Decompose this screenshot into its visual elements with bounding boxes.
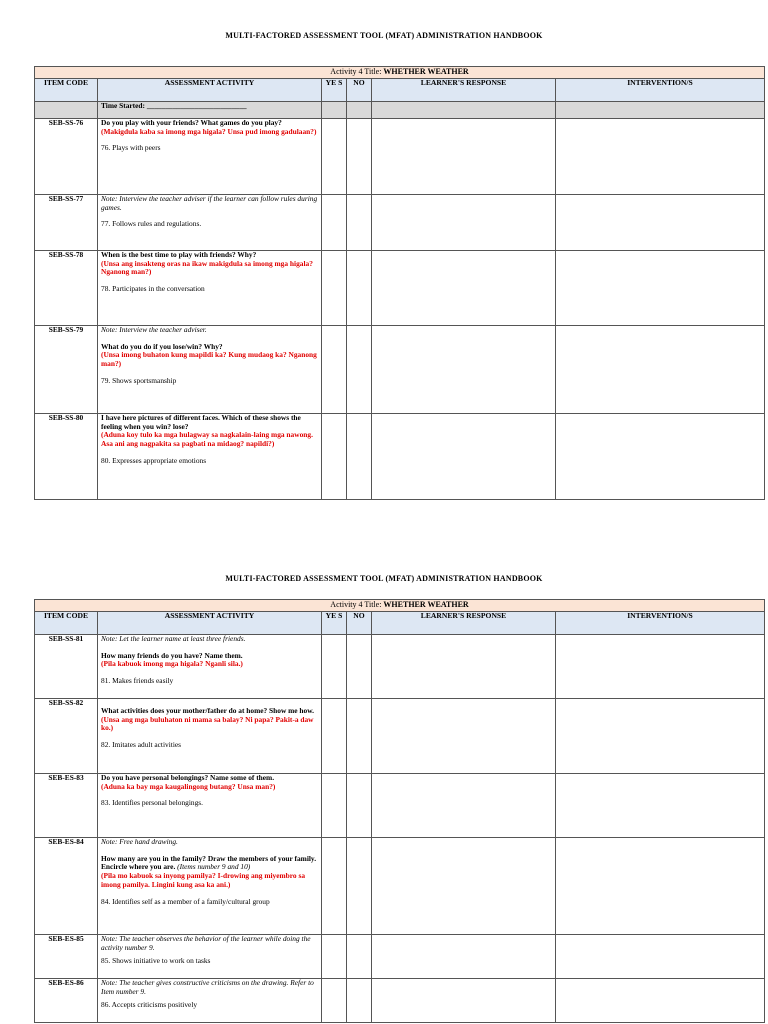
header-assessment-activity: ASSESSMENT ACTIVITY (98, 612, 322, 635)
criterion-text: 82. Imitates adult activities (101, 740, 182, 750)
item-code: SEB-SS-80 (35, 414, 98, 500)
header-learners-response: LEARNER'S RESPONSE (372, 79, 556, 102)
note-text: Note: Free hand drawing. (101, 837, 178, 846)
table-row (35, 195, 765, 251)
activity-cell (98, 979, 322, 1023)
item-code: SEB-SS-76 (35, 119, 98, 195)
no-cell[interactable] (347, 979, 372, 1023)
no-cell[interactable] (347, 119, 372, 195)
assessment-table-2 (34, 599, 765, 1023)
time-started-label: Time Started: ___________________________ (98, 102, 322, 119)
header-yes: YE S (322, 612, 347, 635)
criterion-text: 79. Shows sportsmanship (101, 375, 177, 385)
item-code: SEB-ES-86 (35, 979, 98, 1023)
item-code: SEB-ES-84 (35, 838, 98, 935)
yes-cell[interactable] (322, 838, 347, 935)
translation-text: (Aduna koy tulo ka mga hulagway sa nagkalain-laing mga nawong. Asa ani ang nagpakita sa pagbati na midaog? napildi?) (101, 430, 313, 449)
translation-text: (Makigdula kaba sa imong mga higala? Unsa pud imong gadulaan?) (101, 126, 317, 136)
table-row (35, 838, 765, 935)
yes-cell[interactable] (322, 326, 347, 414)
criterion-text: 83. Identifies personal belongings. (101, 798, 204, 808)
assessment-table-1 (34, 66, 765, 500)
question-text: Do you have personal belongings? Name some of them. (101, 773, 275, 782)
header-row (35, 79, 765, 102)
page-title-2: MULTI-FACTORED ASSESSMENT TOOL (MFAT) ADMINISTRATION HANDBOOK (225, 574, 543, 583)
yes-cell[interactable] (322, 414, 347, 500)
yes-cell[interactable] (322, 979, 347, 1023)
response-cell[interactable] (372, 699, 556, 774)
question-text: How many are you in the family? Draw the members of your family. Encircle where you are. (101, 853, 317, 872)
header-interventions: INTERVENTION/S (556, 79, 765, 102)
header-no: NO (347, 79, 372, 102)
table-row (35, 774, 765, 838)
no-cell[interactable] (347, 195, 372, 251)
note-text: Note: Let the learner name at least three friends. (101, 634, 246, 643)
yes-cell[interactable] (322, 635, 347, 699)
question-text: What activities does your mother/father do at home? Show me how. (101, 706, 315, 715)
response-cell[interactable] (372, 635, 556, 699)
no-cell[interactable] (347, 251, 372, 326)
yes-cell[interactable] (322, 251, 347, 326)
header-assessment-activity: ASSESSMENT ACTIVITY (98, 79, 322, 102)
activity-cell (98, 251, 322, 326)
item-code: SEB-SS-81 (35, 635, 98, 699)
note-text: Note: Interview the teacher adviser if the learner can follow rules during games. (101, 194, 318, 212)
no-cell[interactable] (347, 774, 372, 838)
response-cell[interactable] (372, 414, 556, 500)
translation-text: (Aduna ka bay mga kaugalingong butang? Unsa man?) (101, 781, 276, 791)
intervention-cell[interactable] (556, 414, 765, 500)
yes-cell[interactable] (322, 119, 347, 195)
question-text: When is the best time to play with friends? Why? (101, 250, 257, 259)
activity-cell (98, 935, 322, 979)
question-text: Do you play with your friends? What games do you play? (101, 118, 282, 127)
header-no: NO (347, 612, 372, 635)
activity-prefix: Activity 4 Title: (330, 600, 382, 609)
note-text: Note: Interview the teacher adviser. (101, 325, 207, 334)
no-cell[interactable] (347, 838, 372, 935)
yes-cell[interactable] (322, 774, 347, 838)
intervention-cell[interactable] (556, 979, 765, 1023)
response-cell[interactable] (372, 251, 556, 326)
translation-text: (Pila kabuok imong mga higala? Nganli sila.) (101, 659, 243, 669)
header-item-code: ITEM CODE (35, 612, 98, 635)
time-started-row (35, 102, 765, 119)
activity-cell (98, 774, 322, 838)
response-cell[interactable] (372, 326, 556, 414)
translation-text: (Pila mo kabuok sa inyong pamilya? I-drowing ang miyembro sa imong pamilya. Lingini kung asa ka ani.) (101, 871, 306, 889)
activity-title-row (35, 67, 765, 79)
table-row (35, 414, 765, 500)
no-cell[interactable] (347, 935, 372, 979)
criterion-text: 86. Accepts criticisms positively (101, 1000, 198, 1010)
activity-cell (98, 119, 322, 195)
no-cell[interactable] (347, 414, 372, 500)
yes-cell[interactable] (322, 935, 347, 979)
translation-text: (Unsa imong buhaton kung mapildi ka? Kung mudaog ka? Nganong man?) (101, 350, 317, 369)
table-row (35, 699, 765, 774)
header-interventions: INTERVENTION/S (556, 612, 765, 635)
table-row (35, 979, 765, 1023)
item-code: SEB-SS-78 (35, 251, 98, 326)
note-text: Note: The teacher gives constructive criticisms on the drawing. Refer to Item number 9. (101, 978, 314, 996)
activity-cell (98, 838, 322, 935)
response-cell[interactable] (372, 838, 556, 935)
intervention-cell[interactable] (556, 119, 765, 195)
intervention-cell[interactable] (556, 635, 765, 699)
response-cell[interactable] (372, 119, 556, 195)
activity-cell (98, 699, 322, 774)
translation-text: (Unsa ang mga buluhaton ni mama sa balay? Ni papa? Pakit-a daw ko.) (101, 714, 314, 733)
response-cell[interactable] (372, 774, 556, 838)
intervention-cell[interactable] (556, 774, 765, 838)
criterion-text: 77. Follows rules and regulations. (101, 219, 202, 229)
table-row (35, 326, 765, 414)
item-code: SEB-ES-83 (35, 774, 98, 838)
activity-name: WHETHER WEATHER (383, 600, 469, 609)
question-text: I have here pictures of different faces. Which of these shows the feeling when you win? lose? (101, 413, 301, 431)
response-cell[interactable] (372, 195, 556, 251)
item-code: SEB-SS-82 (35, 699, 98, 774)
activity-cell (98, 195, 322, 251)
table-row (35, 251, 765, 326)
header-row (35, 612, 765, 635)
no-cell[interactable] (347, 326, 372, 414)
intervention-cell[interactable] (556, 326, 765, 414)
page-title-1: MULTI-FACTORED ASSESSMENT TOOL (MFAT) ADMINISTRATION HANDBOOK (225, 31, 543, 40)
question-note: (Items number 9 and 10) (177, 862, 251, 872)
item-code: SEB-SS-77 (35, 195, 98, 251)
translation-text: (Unsa ang insakteng oras na ikaw makigdula sa imong mga higala? Nganong man?) (101, 258, 313, 277)
intervention-cell[interactable] (556, 251, 765, 326)
activity-cell (98, 414, 322, 500)
yes-cell[interactable] (322, 195, 347, 251)
criterion-text: 78. Participates in the conversation (101, 284, 205, 294)
no-cell[interactable] (347, 635, 372, 699)
intervention-cell[interactable] (556, 699, 765, 774)
criterion-text: 80. Expresses appropriate emotions (101, 455, 207, 465)
header-learners-response: LEARNER'S RESPONSE (372, 612, 556, 635)
question-text: How many friends do you have? Name them. (101, 650, 243, 660)
note-text: Note: The teacher observes the behavior of the learner while doing the activity number 9. (101, 934, 311, 952)
table-row (35, 635, 765, 699)
item-code: SEB-SS-79 (35, 326, 98, 414)
response-cell[interactable] (372, 935, 556, 979)
table-row (35, 935, 765, 979)
activity-cell (98, 326, 322, 414)
activity-name: WHETHER WEATHER (383, 67, 469, 76)
header-yes: YE S (322, 79, 347, 102)
activity-title-row (35, 600, 765, 612)
table-row (35, 119, 765, 195)
criterion-text: 84. Identifies self as a member of a family/cultural group (101, 896, 270, 906)
header-item-code: ITEM CODE (35, 79, 98, 102)
yes-cell[interactable] (322, 699, 347, 774)
intervention-cell[interactable] (556, 195, 765, 251)
no-cell[interactable] (347, 699, 372, 774)
activity-cell (98, 635, 322, 699)
activity-prefix: Activity 4 Title: (330, 67, 382, 76)
criterion-text: 85. Shows initiative to work on tasks (101, 956, 211, 966)
question-text: What do you do if you lose/win? Why? (101, 341, 223, 351)
intervention-cell[interactable] (556, 935, 765, 979)
criterion-text: 81. Makes friends easily (101, 676, 174, 686)
response-cell[interactable] (372, 979, 556, 1023)
intervention-cell[interactable] (556, 838, 765, 935)
criterion-text: 76. Plays with peers (101, 143, 161, 153)
item-code: SEB-ES-85 (35, 935, 98, 979)
